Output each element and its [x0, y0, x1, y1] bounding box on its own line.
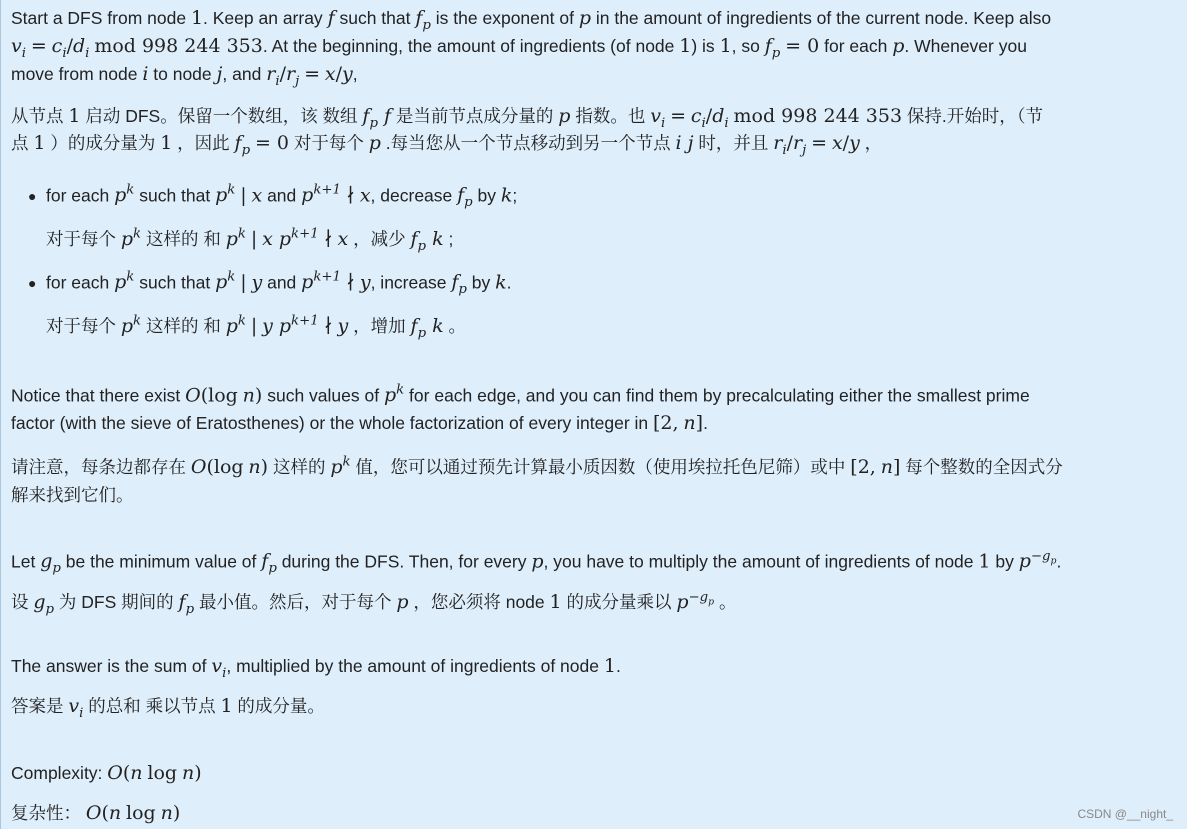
bullet1-zh: 对于每个 $p^k$ 这样的 和 $p^k$ | x $p^{k+1}$ ∤ x ，减少 $f_p$ k ; — [46, 226, 454, 254]
bullet1-en: for each $p^k$ such that $p^k$ | x and $p^{k+1}$ ∤ x, decrease $f_p$ by k; — [46, 183, 518, 211]
p1-zh-line1: 从节点 1 启动 DFS。保留一个数组，该 数组 $f_p$ f 是当前节点成分量的 p 指数。也 $v_i = c_i/d_i$ mod 998 244 353 保持.开始时，（节 — [11, 105, 1044, 131]
p3-en: Let $g_p$ be the minimum value of $f_p$ during the DFS. Then, for every p, you have to multiply the amount of ingredients of node 1 by $p^{-g_p}$. — [11, 549, 1062, 577]
p2-en-line2: factor (with the sieve of Eratosthenes) or the whole factorization of every integer in [2, n]. — [11, 412, 708, 434]
complexity-zh: 复杂性： O(n log n) — [11, 802, 181, 824]
complexity-en: Complexity: O(n log n) — [11, 762, 202, 784]
p3-zh: 设 $g_p$ 为 DFS 期间的 $f_p$ 最小值。然后，对于每个 p ，您必须将 node 1 的成分量乘以 $p^{-g_p}$ 。 — [11, 589, 737, 617]
csdn-watermark: CSDN @__night_ — [1077, 807, 1173, 821]
p1-zh-line2: 点 1 ）的成分量为 1 ，因此 $f_p = 0$ 对于每个 p .每当您从一个节点移动到另一个节点 i j 时，并且 $r_i/r_j = x/y$ ， — [11, 132, 883, 158]
p2-en-line1: Notice that there exist O(log n) such values of $p^k$ for each edge, and you can find them by precalculating either the smallest prime — [11, 383, 1030, 407]
p4-en: The answer is the sum of $v_i$, multiplied by the amount of ingredients of node 1. — [11, 655, 621, 681]
bullet-dot-2: ● — [28, 275, 37, 291]
p2-zh-line1: 请注意，每条边都存在 O(log n) 这样的 $p^k$ 值，您可以通过预先计算最小质因数（使用埃拉托色尼筛）或中 [2, n] 每个整数的全因式分 — [11, 454, 1063, 478]
bullet-dot-1: ● — [28, 188, 37, 204]
bullet2-zh: 对于每个 $p^k$ 这样的 和 $p^k$ | y $p^{k+1}$ ∤ y ，增加 $f_p$ k 。 — [46, 313, 467, 341]
p1-en-line1: Start a DFS from node 1. Keep an array f such that $f_p$ is the exponent of p in the amount of ingredients of the current node. Keep also — [11, 7, 1052, 33]
p1-en-line3: move from node i to node j, and $r_i/r_j = x/y$, — [11, 63, 358, 89]
p2-zh-line2: 解来找到它们。 — [11, 485, 134, 505]
p4-zh: 答案是 $v_i$ 的总和 乘以节点 1 的成分量。 — [11, 695, 325, 721]
bullet2-en: for each $p^k$ such that $p^k$ | y and $p^{k+1}$ ∤ y, increase $f_p$ by k. — [46, 270, 512, 298]
p1-en-line2: $v_i = c_i/d_i$ mod 998 244 353. At the beginning, the amount of ingredients (of node 1) is 1, so $f_p = 0$ for each p. Whenever you — [11, 35, 1027, 61]
